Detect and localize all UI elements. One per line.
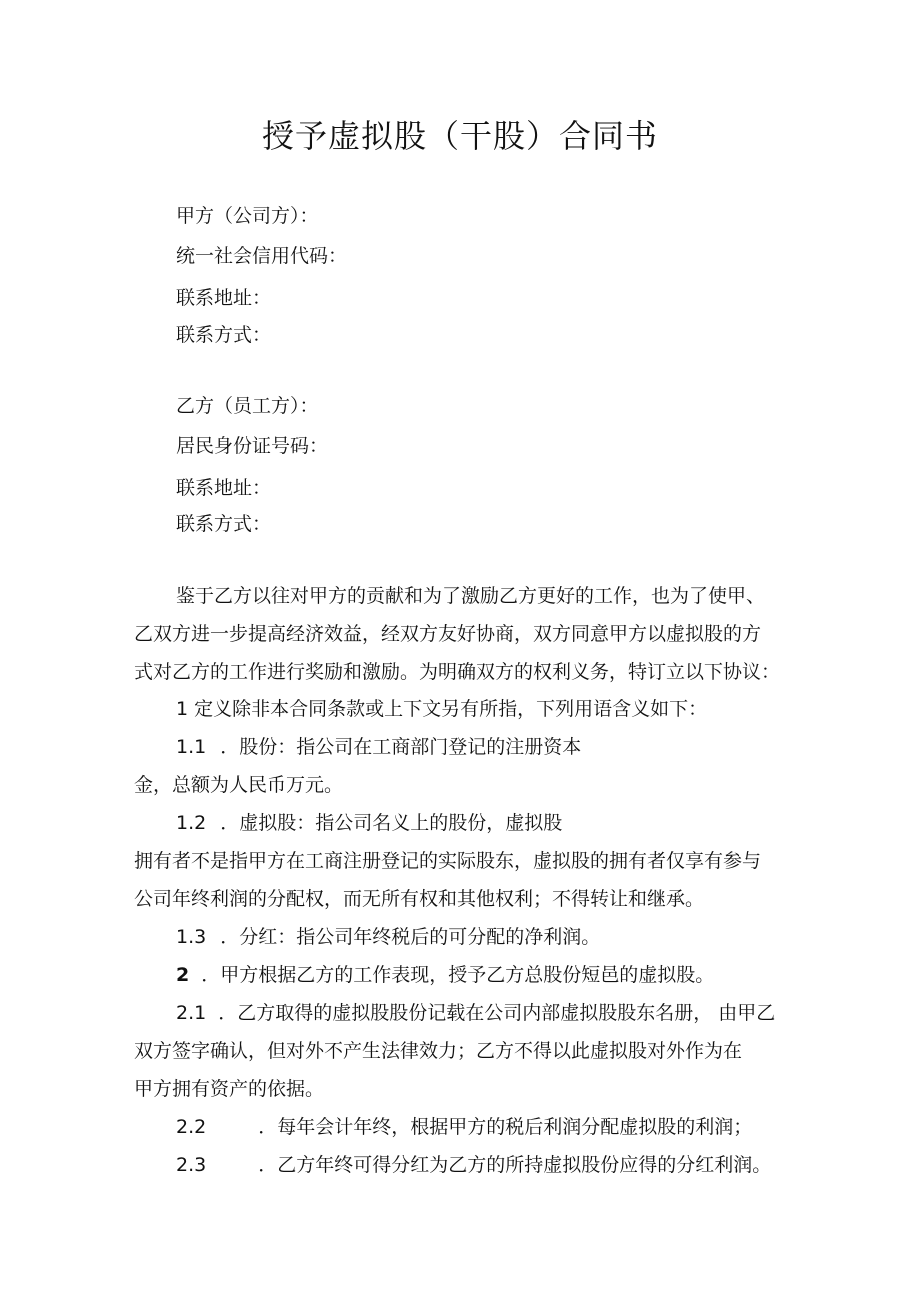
document-title: 授予虚拟股（干股）合同书 — [261, 117, 658, 155]
clause-number: 2.3 — [176, 1154, 207, 1176]
party-b-contact-label: 联系方式： — [176, 513, 272, 535]
party-a-credit-code-label: 统一社会信用代码： — [176, 245, 348, 267]
preamble-line-2: 乙双方进一步提高经济效益，经双方友好协商，双方同意甲方以虚拟股的方 — [134, 623, 762, 645]
clause-2-1-continued-1: 双方签字确认，但对外不产生法律效力；乙方不得以此虚拟股对外作为在 — [134, 1040, 743, 1062]
clause-1-2-continued-1: 拥有者不是指甲方在工商注册登记的实际股东，虚拟股的拥有者仅享有参与 — [134, 850, 762, 872]
clause-1-3 — [176, 923, 600, 951]
clause-number: 1.2 — [176, 812, 207, 834]
clause-number: 2.2 — [176, 1116, 207, 1138]
clause-2-2 — [176, 1113, 752, 1141]
clause-text: ．乙方年终可得分红为乙方的所持虚拟股份应得的分红利润。 — [258, 1154, 772, 1176]
clause-1-definitions: 1 定义除非本合同条款或上下文另有所指，下列用语含义如下： — [176, 698, 708, 720]
clause-number: 2.1 — [176, 1002, 207, 1024]
preamble-line-1: 鉴于乙方以往对甲方的贡献和为了激励乙方更好的工作，也为了使甲、 — [176, 585, 766, 607]
clause-text: ．虚拟股：指公司名义上的股份，虚拟股 — [220, 812, 563, 834]
party-b-id-number-label: 居民身份证号码： — [176, 435, 329, 457]
clause-1-1-continued: 金，总额为人民币万元。 — [134, 774, 344, 796]
clause-number: 1.1 — [176, 736, 207, 758]
clause-1-1 — [176, 733, 581, 761]
party-a-heading: 甲方（公司方）： — [176, 205, 319, 227]
clause-number: 2 — [176, 964, 190, 986]
party-a-address-label: 联系地址： — [176, 287, 272, 309]
clause-2-1 — [176, 999, 775, 1027]
clause-1-2-continued-2: 公司年终利润的分配权，而无所有权和其他权利；不得转让和继承。 — [134, 888, 705, 910]
clause-2-3 — [176, 1151, 771, 1179]
clause-text: ．每年会计年终，根据甲方的税后利润分配虚拟股的利润； — [258, 1116, 753, 1138]
clause-number: 1.3 — [176, 926, 207, 948]
clause-text: ．乙方取得的虚拟股股份记载在公司内部虚拟股股东名册， 由甲乙 — [218, 1002, 776, 1024]
preamble-line-3: 式对乙方的工作进行奖励和激励。为明确双方的权利义务，特订立以下协议： — [134, 661, 781, 683]
party-b-address-label: 联系地址： — [176, 477, 272, 499]
clause-2 — [176, 961, 714, 989]
clause-text: ．分红：指公司年终税后的可分配的净利润。 — [220, 926, 601, 948]
party-b-heading: 乙方（员工方）： — [176, 395, 319, 417]
clause-text: ．甲方根据乙方的工作表现，授予乙方总股份短邑的虚拟股。 — [201, 964, 715, 986]
clause-1-2 — [176, 809, 562, 837]
clause-text: ．股份：指公司在工商部门登记的注册资本 — [220, 736, 582, 758]
clause-2-1-continued-2: 甲方拥有资产的依据。 — [134, 1078, 325, 1100]
party-a-contact-label: 联系方式： — [176, 324, 272, 346]
